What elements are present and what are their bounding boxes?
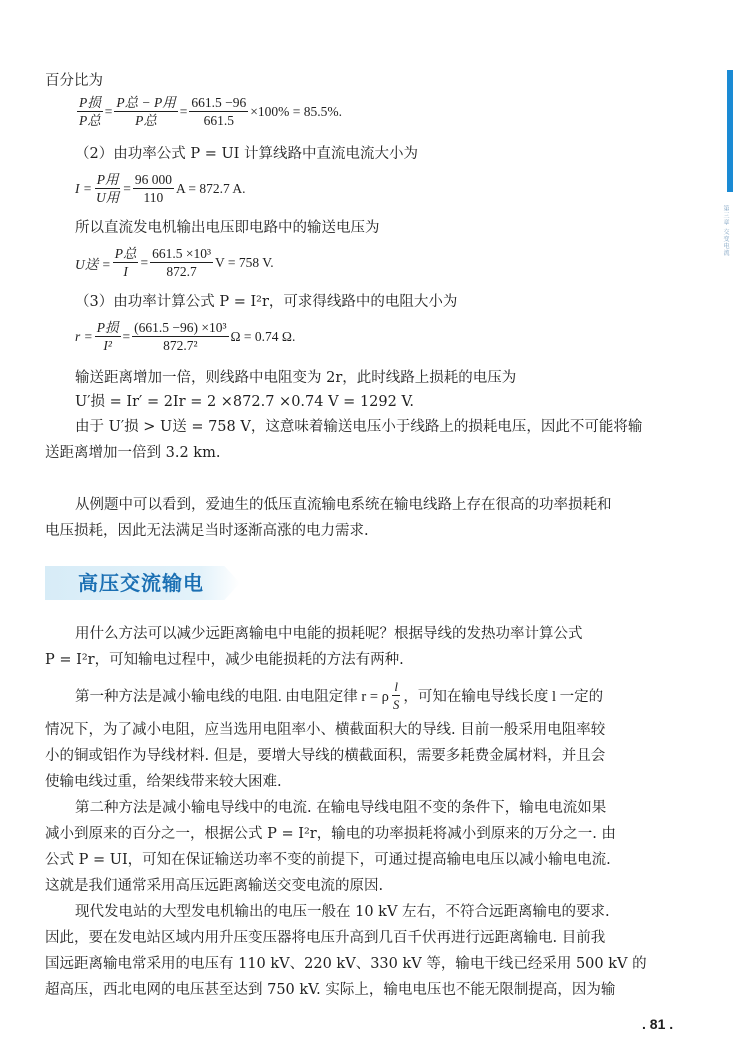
chapter-side-tab (727, 70, 733, 192)
fraction: $\frac{\text{661.5 ×10³}}{872.7}$ (152, 246, 212, 279)
equation-voltage: U送 = $\frac{\text{P总}}{I}$ = $\frac{\text{661.5 ×10³}}{872.7}$ V = 758 V. (75, 246, 274, 279)
fraction: $\frac{\text{P损}}{\text{I²}}$ (96, 320, 119, 353)
equation-loss-percentage: $\frac{\text{P损}}{\text{P总}}$ = $\frac{\text{P总 − P用}}{\text{P总}}$ = $\frac{661.5 -96}{661.5}$ ×100% = 85.5%. (79, 95, 342, 128)
fraction: $\frac{96 000}{110}$ (134, 172, 172, 205)
text-line: 第二种方法是减小输电导线中的电流. 在输电导线电阻不变的条件下，输电电流如果 (75, 800, 607, 816)
equation-resistance: r = $\frac{\text{P损}}{\text{I²}}$ = $\frac{\text{(661.5 −96) ×10³}}{\text{872.7²}}$ Ω = 0.74 Ω. (75, 320, 296, 353)
page-number: . 81 . (642, 1016, 674, 1032)
fraction: $\frac{\text{P总}}{I}$ (114, 246, 137, 279)
text-line: 百分比为 (45, 73, 103, 89)
text-line-with-formula: 第一种方法是减小输电线的电阻. 由电阻定律 r = ρ $\frac{l}{S}$ ，可知在输电导线长度 l 一定的 (75, 679, 604, 712)
text-line: 由于 U′损 > U送 = 758 V，这意味着输送电压小于线路上的损耗电压，因此不可能将输 (75, 419, 643, 435)
equation-current: I = $\frac{\text{P用}}{\text{U用}}$ = $\frac{96 000}{110}$ A = 872.7 A. (75, 172, 246, 205)
text-line: 现代发电站的大型发电机输出的电压一般在 10 kV 左右，不符合远距离输电的要求. (75, 904, 610, 920)
fraction: $\frac{\text{P损}}{\text{P总}}$ (79, 95, 101, 128)
text-line: 所以直流发电机输出电压即电路中的输送电压为 (75, 220, 380, 236)
text-line: U′损 = Ir′ = 2Ir = 2 ×872.7 ×0.74 V = 1292 V. (75, 394, 414, 410)
fraction: $\frac{661.5 -96}{661.5}$ (191, 95, 247, 128)
text-line: 用什么方法可以减少远距离输电中电能的损耗呢？根据导线的发热功率计算公式 (75, 626, 583, 642)
fraction: $\frac{\text{P用}}{\text{U用}}$ (95, 172, 120, 205)
text-line: 输送距离增加一倍，则线路中电阻变为 2r，此时线路上损耗的电压为 (75, 370, 517, 386)
text-line: 减小到原来的百分之一，根据公式 P = I²r，输电的功率损耗将减小到原来的万分之一. 由 (45, 826, 616, 842)
text-line: 因此，要在发电站区域内用升压变压器将电压升高到几百千伏再进行远距离输电. 目前我 (45, 930, 606, 946)
text-line: 电压损耗，因此无法满足当时逐渐高涨的电力需求. (45, 523, 369, 539)
text-line: 从例题中可以看到，爱迪生的低压直流输电系统在输电线路上存在很高的功率损耗和 (75, 497, 612, 513)
text-line: 送距离增加一倍到 3.2 km. (45, 445, 221, 461)
text-line: （2）由功率公式 P = UI 计算线路中直流电流大小为 (75, 146, 419, 162)
text-line: 公式 P = UI，可知在保证输送功率不变的前提下，可通过提高输电电压以减小输电电流. (45, 852, 611, 868)
fraction: $\frac{l}{S}$ (392, 679, 400, 712)
text-line: 使输电线过重，给架线带来较大困难. (45, 774, 282, 790)
text-line: 这就是我们通常采用高压远距离输送交变电流的原因. (45, 878, 384, 894)
text-line: P = I²r，可知输电过程中，减少电能损耗的方法有两种. (45, 652, 404, 668)
fraction: $\frac{\text{P总 − P用}}{\text{P总}}$ (116, 95, 176, 128)
text-line: 情况下，为了减小电阻，应当选用电阻率小、横截面积大的导线. 目前一般采用电阻率较 (45, 722, 606, 738)
chapter-side-label: 第三章 交变电流 (722, 205, 729, 257)
text-line: 超高压，西北电网的电压甚至达到 750 kV. 实际上，输电电压也不能无限制提高，因为输 (45, 982, 616, 998)
text-line: 国远距离输电常采用的电压有 110 kV、220 kV、330 kV 等，输电干线已经采用 500 kV 的 (45, 956, 647, 972)
section-heading: 高压交流输电 (78, 571, 204, 595)
fraction: $\frac{\text{(661.5 −96) ×10³}}{\text{872.7²}}$ (134, 320, 227, 353)
text-line: 小的铜或铝作为导线材料. 但是，要增大导线的横截面积，需要多耗费金属材料，并且会 (45, 748, 606, 764)
text-line: （3）由功率计算公式 P = I²r，可求得线路中的电阻大小为 (75, 294, 458, 310)
